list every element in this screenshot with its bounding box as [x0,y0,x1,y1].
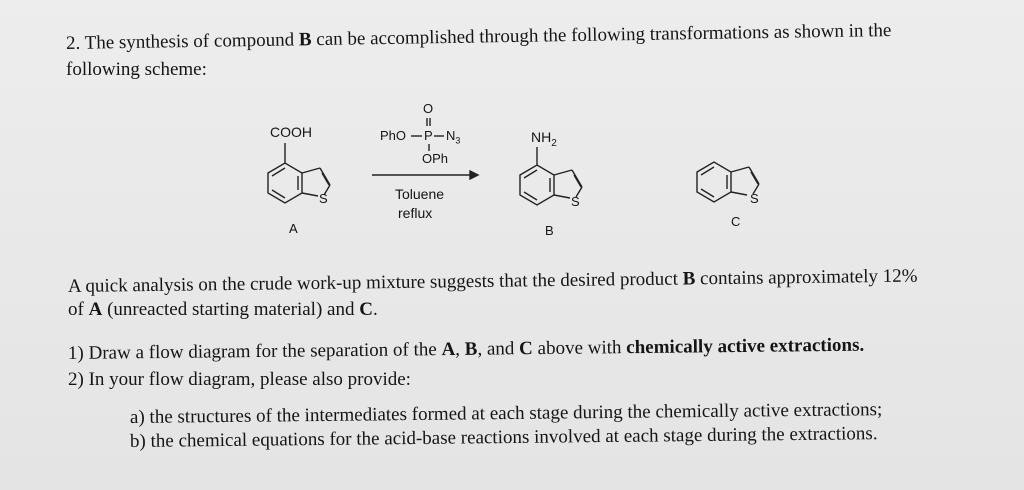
reagent-bottom: OPh [422,151,449,166]
amine-sub: 2 [551,137,557,149]
condition-solvent: Toluene [395,186,445,202]
compound-a-sulfur: S [319,191,328,206]
task-2b: b) the chemical equations for the acid-base reactions involved at each stage during the extractions. [129,423,878,452]
question-text-cont: can be accomplished through the following transformations as shown in the [311,20,892,51]
azide-n: N [446,128,456,143]
analysis-text-2: contains approximately 12% [695,265,918,290]
azide-sub: 3 [455,135,461,146]
compound-b-group [531,129,557,149]
compound-b-sulfur: S [571,194,580,209]
task-1-b: B [464,338,478,360]
task-1-emphasis: chemically active extractions. [626,334,865,359]
analysis-a: A [88,299,103,320]
analysis-end: . [372,299,378,320]
analysis-mid: (unreacted starting material) and [102,299,360,320]
question-text: 2. The synthesis of compound [65,29,300,54]
arrow-head [470,171,478,179]
task-1-sep1: , [455,338,465,360]
reagent-phosphorus: P [424,128,433,143]
question-line-1 [66,20,892,55]
compound-b-ref: B [298,29,312,51]
task-1-c: C [519,338,533,360]
analysis-of: of [68,299,89,320]
question-line-2: following scheme: [66,59,207,80]
analysis-c: C [359,299,373,320]
reagent-azide [446,128,460,146]
amine-nh: NH [531,129,552,145]
analysis-b: B [682,268,696,290]
task-1-sep2: , and [477,338,520,360]
task-1-text-2: above with [532,337,627,360]
analysis-text: A quick analysis on the crude work-up mixture suggests that the desired product [67,268,683,297]
reagent-oxygen: O [423,101,434,116]
task-1-a: A [441,338,456,361]
compound-a-group: COOH [270,124,312,140]
analysis-line-2 [68,299,378,321]
task-1-text: 1) Draw a flow diagram for the separation of the [67,339,442,364]
reagent-phenoxy: PhO [380,128,407,143]
condition-heat: reflux [398,205,433,221]
compound-a-label: A [289,221,298,236]
reagent-formula [380,128,406,143]
task-2a: a) the structures of the intermediates formed at each stage during the chemically active extractions; [129,399,883,428]
compound-b-label: B [545,223,554,238]
compound-c-label: C [731,214,741,229]
task-2: 2) In your flow diagram, please also provide: [68,369,411,390]
compound-c-sulfur: S [750,191,759,206]
